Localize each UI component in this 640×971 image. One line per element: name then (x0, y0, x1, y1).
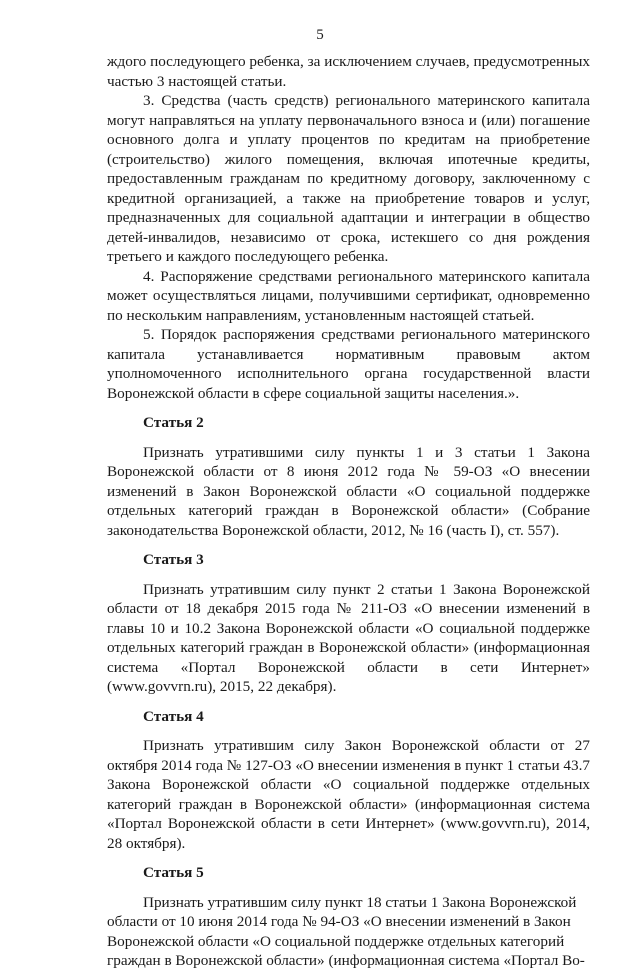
article-heading-5: Статья 5 (143, 864, 204, 881)
article-text-3: Признать утратившим силу пункт 2 статьи 1 Закона Воронежской области от 18 декабря 2015 года № 211-ОЗ «О внесении изменений в главы 10 и 10.2 Закона Воронежской области «О социальной поддержке отдельных категорий граждан в Воронежской области» (информационная система «Портал Воронежской области в сети Интернет» (www.govvrn.ru), 2015, 22 декабря). (107, 580, 590, 695)
article-text-2: Признать утратившими силу пункты 1 и 3 статьи 1 Закона Воронежской области от 8 июня 2012 года № 59-ОЗ «О внесении изменений в Закон Воронежской области «О социальной поддержке отдельных категорий граждан в Воронежской области» (Собрание законодательства Воронежской области, 2012, № 16 (часть I), ст. 557). (107, 443, 590, 539)
paragraph-continuation: ждого последующего ребенка, за исключением случаев, предусмотренных частью 3 настоящей статьи. (107, 53, 590, 90)
document-body (107, 52, 590, 971)
article-heading-4: Статья 4 (143, 707, 204, 725)
paragraph-item-4: 4. Распоряжение средствами регионального материнского капитала может осуществляться лицами, получившими сертификат, одновременно по нескольким направлениям, установленным настоящей статьей. (107, 267, 590, 324)
article-heading-3: Статья 3 (143, 551, 204, 568)
article-text-5: Признать утратившим силу пункт 18 статьи 1 Закона Воронежской области от 10 июня 2014 года № 94-ОЗ «О внесении изменений в Закон Воронежской области «О социальной поддержке отдельных категорий граждан в Воронежской области» (информационная система «Портал Во- (107, 893, 585, 969)
paragraph-item-5: 5. Порядок распоряжения средствами регионального материнского капитала устанавливается нормативным правовым актом уполномоченного исполнительного органа государственной власти Воронежской области в сфере социальной защиты населения.». (107, 326, 590, 402)
article-text-4: Признать утратившим силу Закон Воронежской области от 27 октября 2014 года № 127-ОЗ «О внесении изменения в пункт 1 статьи 43.7 Закона Воронежской области «О социальной поддержке отдельных категорий граждан в Воронежской области» (информационная система «Портал Воронежской области в сети Интернет» (www.govvrn.ru), 2014, 28 октября). (107, 737, 590, 852)
paragraph-item-3: 3. Средства (часть средств) регионального материнского капитала могут направляться на уплату первоначального взноса и (или) погашение основного долга и уплату процентов по кредитам на приобретение (строительство) жилого помещения, включая ипотечные кредиты, предоставленным гражданам по кредитному договору, заключенному с кредитной организацией, а также на приобретение товаров и услуг, предназначенных для социальной адаптации и интеграции в общество детей-инвалидов, независимо от срока, истекшего со дня рождения третьего и каждого последующего ребенка. (107, 92, 590, 265)
page-number: 5 (316, 27, 324, 43)
article-heading-2: Статья 2 (143, 414, 204, 431)
